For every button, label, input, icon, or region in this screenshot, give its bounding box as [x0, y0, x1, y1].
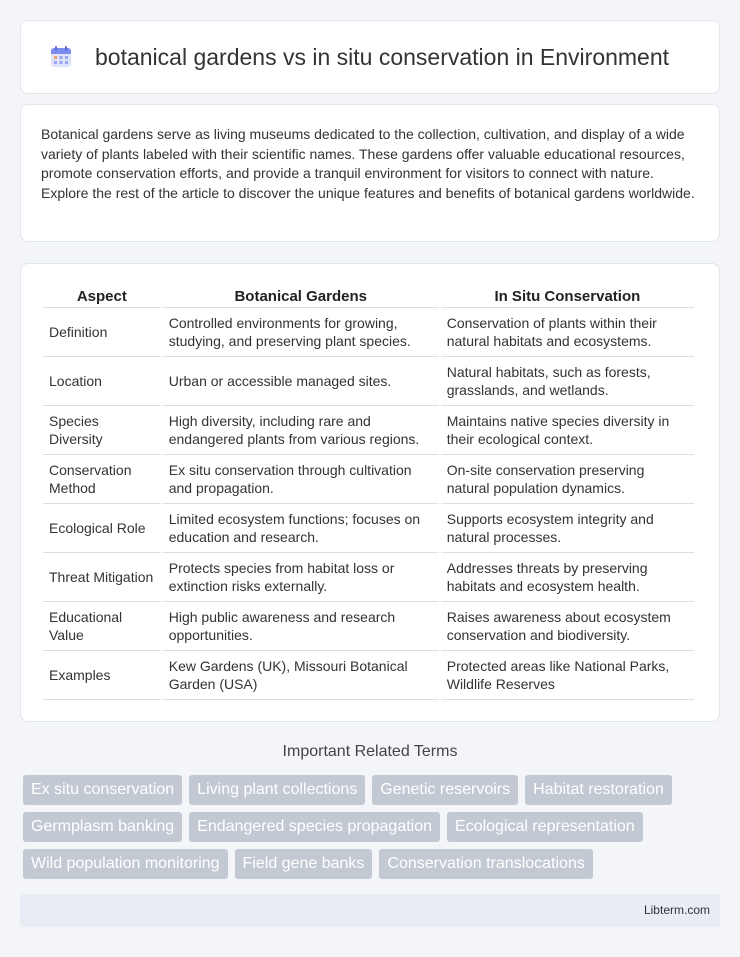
related-term-tag[interactable]: Genetic reservoirs — [372, 775, 518, 805]
table-cell: Conservation of plants within their natural habitats and ecosystems. — [441, 308, 694, 357]
calendar-icon — [49, 45, 73, 69]
column-header: Botanical Gardens — [163, 284, 439, 308]
table-row — [43, 406, 694, 455]
related-terms-list — [23, 775, 723, 886]
table-row — [43, 455, 694, 504]
column-header: In Situ Conservation — [441, 284, 694, 308]
table-cell: High public awareness and research opportunities. — [163, 602, 439, 651]
table-cell: Threat Mitigation — [43, 553, 161, 602]
tag-row — [23, 775, 723, 805]
related-term-tag[interactable]: Habitat restoration — [525, 775, 672, 805]
table-header-row — [43, 284, 694, 308]
intro-card — [20, 104, 720, 242]
table-cell: Educational Value — [43, 602, 161, 651]
table-cell: Protected areas like National Parks, Wildlife Reserves — [441, 651, 694, 700]
related-terms-heading: Important Related Terms — [282, 743, 458, 760]
tag-row — [23, 812, 723, 842]
table-row — [43, 357, 694, 406]
page-title: botanical gardens vs in situ conservation in Environment — [95, 43, 670, 70]
table-row — [43, 602, 694, 651]
related-term-tag[interactable]: Wild population monitoring — [23, 849, 228, 879]
footer-site-link[interactable]: Libterm.com — [643, 903, 710, 917]
related-term-tag[interactable]: Field gene banks — [235, 849, 373, 879]
header-card — [20, 20, 720, 94]
table-cell: Natural habitats, such as forests, grasslands, and wetlands. — [441, 357, 694, 406]
table-cell: Examples — [43, 651, 161, 700]
table-row — [43, 308, 694, 357]
table-row — [43, 553, 694, 602]
table-cell: Controlled environments for growing, studying, and preserving plant species. — [163, 308, 439, 357]
table-cell: Raises awareness about ecosystem conservation and biodiversity. — [441, 602, 694, 651]
comparison-table-card — [20, 263, 720, 722]
column-header: Aspect — [43, 284, 161, 308]
table-row — [43, 651, 694, 700]
related-term-tag[interactable]: Germplasm banking — [23, 812, 182, 842]
table-cell: Conservation Method — [43, 455, 161, 504]
related-term-tag[interactable]: Ecological representation — [447, 812, 643, 842]
table-cell: Maintains native species diversity in their ecological context. — [441, 406, 694, 455]
table-cell: On-site conservation preserving natural population dynamics. — [441, 455, 694, 504]
related-term-tag[interactable]: Ex situ conservation — [23, 775, 182, 805]
table-cell: Limited ecosystem functions; focuses on education and research. — [163, 504, 439, 553]
table-cell: Kew Gardens (UK), Missouri Botanical Garden (USA) — [163, 651, 439, 700]
table-cell: Ex situ conservation through cultivation and propagation. — [163, 455, 439, 504]
table-cell: Species Diversity — [43, 406, 161, 455]
table-cell: Protects species from habitat loss or extinction risks externally. — [163, 553, 439, 602]
related-term-tag[interactable]: Conservation translocations — [379, 849, 592, 879]
table-cell: Supports ecosystem integrity and natural processes. — [441, 504, 694, 553]
intro-paragraph: Botanical gardens serve as living museums dedicated to the collection, cultivation, and display of a wide variety of plants labeled with their scientific names. These gardens offer valuable educational resources, promote conservation efforts, and provide a tranquil environment for visitors to connect with nature. Explore the rest of the article to discover the unique features and benefits of botanical gardens worldwide. — [41, 126, 695, 201]
table-cell: Addresses threats by preserving habitats and ecosystem health. — [441, 553, 694, 602]
table-cell: Definition — [43, 308, 161, 357]
table-cell: High diversity, including rare and endangered plants from various regions. — [163, 406, 439, 455]
footer — [20, 894, 720, 927]
related-term-tag[interactable]: Endangered species propagation — [189, 812, 440, 842]
table-cell: Location — [43, 357, 161, 406]
table-cell: Urban or accessible managed sites. — [163, 357, 439, 406]
table-row — [43, 504, 694, 553]
comparison-table — [41, 284, 696, 700]
related-term-tag[interactable]: Living plant collections — [189, 775, 365, 805]
table-cell: Ecological Role — [43, 504, 161, 553]
tag-row — [23, 849, 723, 879]
